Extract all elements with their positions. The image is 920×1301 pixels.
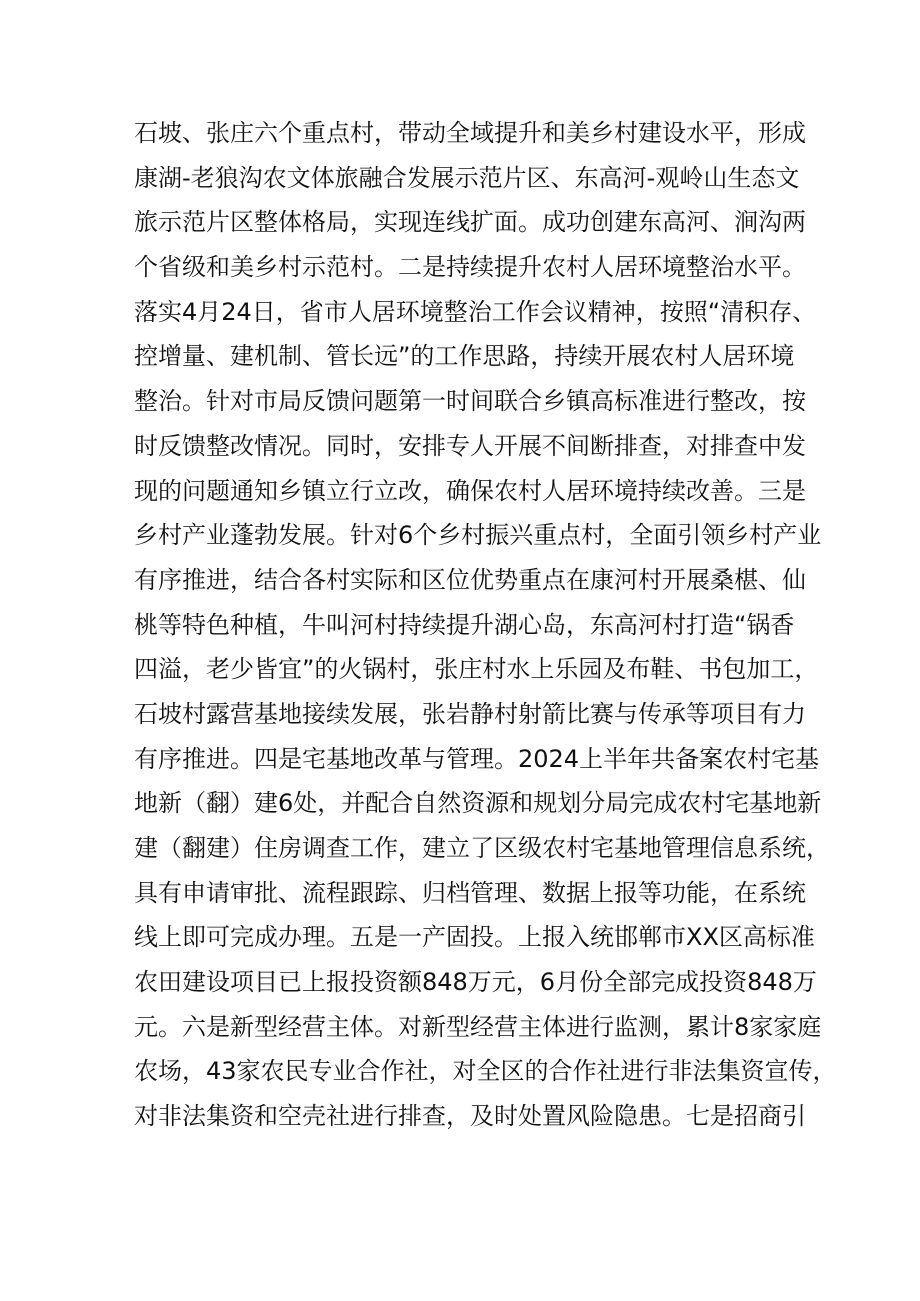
text-line-1: 石坡、张庄六个重点村，带动全域提升和美乡村建设水平，形成 xyxy=(134,119,806,147)
body-paragraph xyxy=(134,111,837,1139)
text-line-7: 整治。针对市局反馈问题第一时间联合乡镇高标准进行整改，按 xyxy=(134,387,806,416)
text-line-12: 桃等特色种植，牛叫河村持续提升湖心岛，东高河村打造“锅香 xyxy=(134,610,795,639)
text-line-19: 线上即可完成办理。五是一产固投。上报入统邯郸市XX区高标准 xyxy=(134,923,815,952)
text-line-14: 石坡村露营基地接续发展，张岩静村射箭比赛与传承等项目有力 xyxy=(134,699,806,728)
text-line-17: 建（翻建）住房调查工作，建立了区级农村宅基地管理信息系统， xyxy=(134,834,830,862)
text-line-22: 农场，43家农民专业合作社，对全区的合作社进行非法集资宣传， xyxy=(134,1057,837,1086)
text-line-21: 元。六是新型经营主体。对新型经营主体进行监测，累计8家家庭 xyxy=(134,1012,822,1041)
text-line-15: 有序推进。四是宅基地改革与管理。2024上半年共备案农村宅基 xyxy=(134,744,820,773)
text-line-10: 乡村产业蓬勃发展。针对6个乡村振兴重点村，全面引领乡村产业 xyxy=(134,521,822,550)
text-line-5: 落实4月24日，省市人居环境整治工作会议精神，按照“清积存、 xyxy=(134,297,817,326)
text-line-6: 控增量、建机制、管长远”的工作思路，持续开展农村人居环境 xyxy=(134,342,795,371)
text-line-3: 旅示范片区整体格局，实现连线扩面。成功创建东高河、涧沟两 xyxy=(134,208,806,237)
text-line-13: 四溢，老少皆宜”的火锅村，张庄村水上乐园及布鞋、书包加工， xyxy=(134,655,819,684)
text-line-20: 农田建设项目已上报投资额848万元，6月份全部完成投资848万 xyxy=(134,968,817,997)
text-line-4: 个省级和美乡村示范村。二是持续提升农村人居环境整治水平。 xyxy=(134,253,806,282)
text-line-2: 康湖-老狼沟农文体旅融合发展示范片区、东高河-观岭山生态文 xyxy=(134,163,800,192)
text-line-23: 对非法集资和空壳社进行排查，及时处置风险隐患。七是招商引 xyxy=(134,1102,806,1131)
text-line-11: 有序推进，结合各村实际和区位优势重点在康河村开展桑椹、仙 xyxy=(134,565,806,594)
text-line-8: 时反馈整改情况。同时，安排专人开展不间断排查，对排查中发 xyxy=(134,431,806,460)
text-line-9: 现的问题通知乡镇立行立改，确保农村人居环境持续改善。三是 xyxy=(134,476,806,505)
text-line-18: 具有申请审批、流程跟踪、归档管理、数据上报等功能，在系统 xyxy=(134,878,806,907)
text-line-16: 地新（翻）建6处，并配合自然资源和规划分局完成农村宅基地新 xyxy=(134,789,822,818)
